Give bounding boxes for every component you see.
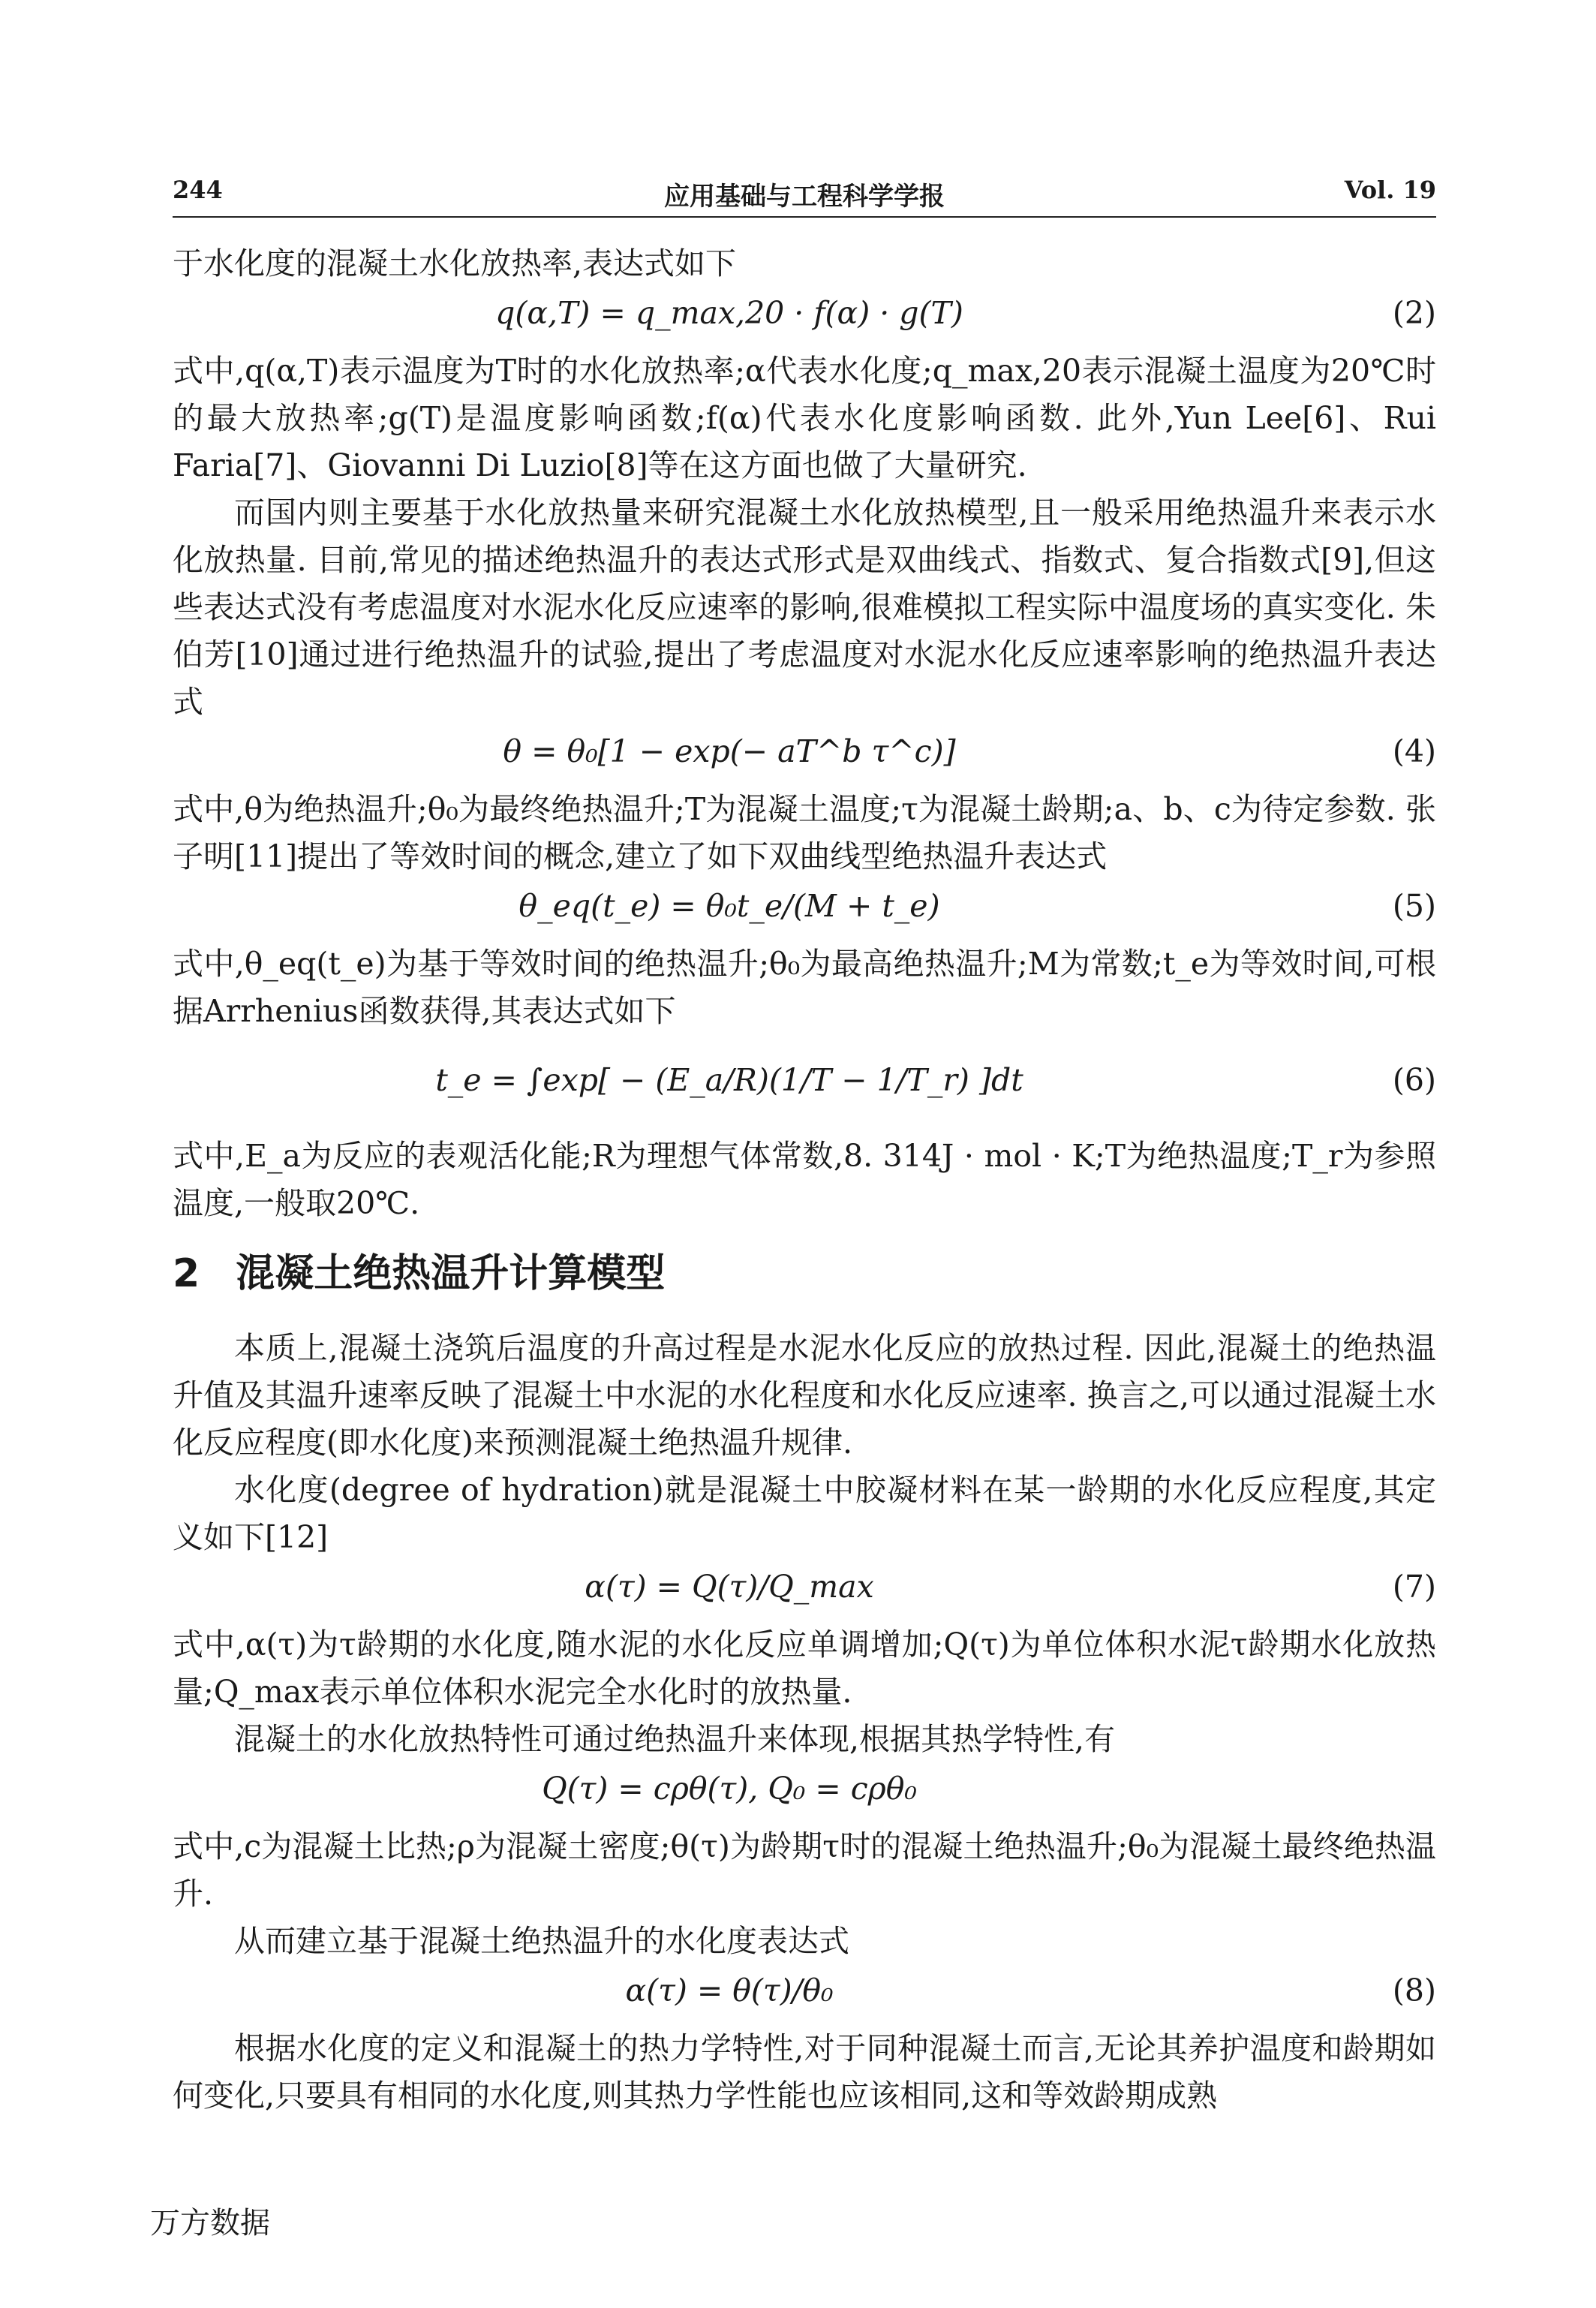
paragraph: 从而建立基于混凝土绝热温升的水化度表达式 <box>234 1923 849 1959</box>
paragraph: 式中,θ_eq(t_e)为基于等效时间的绝热温升;θ₀为最高绝热温升;M为常数;t_e为等效时间,可根据Arrhenius函数获得,其表达式如下 <box>173 946 1436 1029</box>
equation-number: (2) <box>1392 295 1436 331</box>
equation-number: (5) <box>1392 888 1436 924</box>
equation-number: (8) <box>1392 1972 1436 2009</box>
section-number: 2 <box>173 1251 200 1296</box>
section-title: 混凝土绝热温升计算模型 <box>236 1251 666 1296</box>
equation-body: q(α,T) = q_max,20 · f(α) · g(T) <box>495 295 963 331</box>
equation <box>173 287 1436 348</box>
paragraph: 混凝土的水化放热特性可通过绝热温升来体现,根据其热学特性,有 <box>234 1721 1116 1757</box>
article-body <box>173 240 1436 2120</box>
running-header <box>173 171 1436 218</box>
equation-body: θ = θ₀[1 − exp(− aT^b τ^c)] <box>503 733 956 769</box>
paragraph: 根据水化度的定义和混凝土的热力学特性,对于同种混凝土而言,无论其养护温度和龄期如何变化,只要具有相同的水化度,则其热力学性能也应该相同,这和等效龄期成熟 <box>173 2030 1436 2114</box>
equation <box>173 1965 1436 2025</box>
paragraph: 水化度(degree of hydration)就是混凝土中胶凝材料在某一龄期的水化反应程度,其定义如下[12] <box>173 1472 1436 1555</box>
paragraph: 式中,c为混凝土比热;ρ为混凝土密度;θ(τ)为龄期τ时的混凝土绝热温升;θ₀为混凝土最终绝热温升. <box>173 1828 1436 1912</box>
equation-body: α(τ) = θ(τ)/θ₀ <box>625 1972 834 2009</box>
equation <box>173 1035 1436 1133</box>
paragraph: 而国内则主要基于水化放热量来研究混凝土水化放热模型,且一般采用绝热温升来表示水化放热量. 目前,常见的描述绝热温升的表达式形式是双曲线式、指数式、复合指数式[9],但这些表达式没有考虑温度对水泥水化反应速率的影响,很难模拟工程实际中温度场的真实变化. 朱伯芳[10]通过进行绝热温升的试验,提出了考虑温度对水泥水化反应速率影响的绝热温升表达式 <box>173 495 1436 720</box>
page-number: 244 <box>173 176 223 204</box>
equation-body: t_e = ∫exp[ − (E_a/R)(1/T − 1/T_r) ]dt <box>435 1062 1023 1098</box>
equation-body: θ_eq(t_e) = θ₀t_e/(M + t_e) <box>518 888 940 924</box>
equation-number: (4) <box>1392 733 1436 769</box>
paragraph: 式中,q(α,T)表示温度为T时的水化放热率;α代表水化度;q_max,20表示混凝土温度为20℃时的最大放热率;g(T)是温度影响函数;f(α)代表水化度影响函数. 此外,Yun Lee[6]、Rui Faria[7]、Giovanni Di Luzio[8]等在这方面也做了大量研究. <box>173 353 1436 483</box>
paragraph: 式中,E_a为反应的表观活化能;R为理想气体常数,8. 314J · mol · K;T为绝热温度;T_r为参照温度,一般取20℃. <box>173 1138 1436 1221</box>
volume-label: Vol. 19 <box>1344 176 1436 204</box>
journal-title: 应用基础与工程科学学报 <box>664 182 945 212</box>
paragraph: 于水化度的混凝土水化放热率,表达式如下 <box>173 245 737 281</box>
equation-number: (6) <box>1392 1062 1436 1098</box>
paragraph: 式中,α(τ)为τ龄期的水化度,随水泥的水化反应单调增加;Q(τ)为单位体积水泥τ龄期水化放热量;Q_max表示单位体积水泥完全水化时的放热量. <box>173 1626 1436 1710</box>
equation-body: Q(τ) = cρθ(τ), Q₀ = cρθ₀ <box>542 1771 917 1807</box>
equation <box>173 726 1436 786</box>
paragraph: 本质上,混凝土浇筑后温度的升高过程是水泥水化反应的放热过程. 因此,混凝土的绝热温升值及其温升速率反映了混凝土中水泥的水化程度和水化反应速率. 换言之,可以通过混凝土水化反应程度(即水化度)来预测混凝土绝热温升规律. <box>173 1330 1436 1461</box>
equation-number: (7) <box>1392 1569 1436 1605</box>
database-watermark: 万方数据 <box>150 2206 270 2240</box>
equation <box>173 1561 1436 1621</box>
section-heading <box>173 1244 1436 1304</box>
equation <box>173 880 1436 940</box>
equation <box>173 1763 1436 1823</box>
paragraph: 式中,θ为绝热温升;θ₀为最终绝热温升;T为混凝土温度;τ为混凝土龄期;a、b、c为待定参数. 张子明[11]提出了等效时间的概念,建立了如下双曲线型绝热温升表达式 <box>173 791 1436 874</box>
equation-body: α(τ) = Q(τ)/Q_max <box>585 1569 874 1605</box>
